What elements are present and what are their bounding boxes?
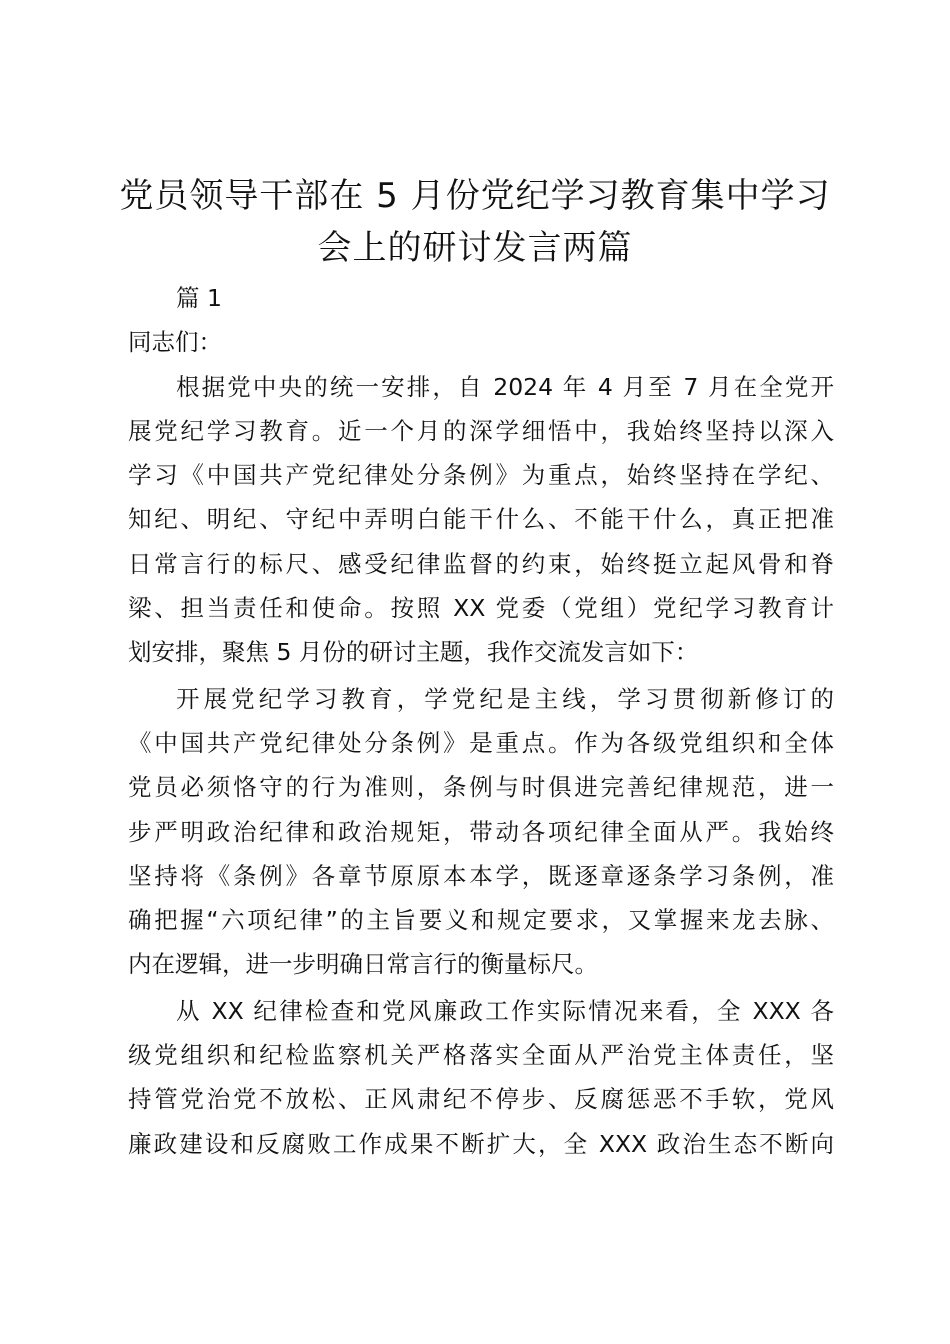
- section-label: 篇 1: [176, 284, 222, 312]
- paragraph-line: 日常言行的标尺、感受纪律监督的约束，始终挺立起风骨和脊: [128, 549, 834, 578]
- paragraph-line: 从 XX 纪律检查和党风廉政工作实际情况来看，全 XXX 各: [176, 996, 834, 1025]
- paragraph-line: 梁、担当责任和使命。按照 XX 党委（党组）党纪学习教育计: [128, 594, 834, 623]
- document-title: [100, 170, 850, 274]
- document-body: [128, 276, 834, 1166]
- paragraph-line: 学习《中国共产党纪律处分条例》为重点，始终坚持在学纪、: [128, 461, 834, 490]
- paragraph-line: 坚持将《条例》各章节原原本本学，既逐章逐条学习条例，准: [128, 861, 834, 890]
- paragraph-1: [128, 365, 834, 675]
- paragraph-line: 内在逻辑，进一步明确日常言行的衡量标尺。: [128, 950, 598, 979]
- paragraph-line: 展党纪学习教育。近一个月的深学细悟中，我始终坚持以深入: [128, 416, 834, 445]
- paragraph-line: 知纪、明纪、守纪中弄明白能干什么、不能干什么，真正把准: [128, 505, 834, 534]
- paragraph-line: 划安排，聚焦 5 月份的研讨主题，我作交流发言如下：: [128, 638, 699, 667]
- paragraph-line: 《中国共产党纪律处分条例》是重点。作为各级党组织和全体: [128, 728, 834, 757]
- paragraph-line: 持管党治党不放松、正风肃纪不停步、反腐惩恶不手软，党风: [128, 1085, 834, 1114]
- paragraph-2: [128, 677, 834, 987]
- title-line-2: 会上的研讨发言两篇: [317, 228, 633, 268]
- paragraph-line: 确把握“六项纪律”的主旨要义和规定要求，又掌握来龙去脉、: [128, 906, 834, 935]
- paragraph-line: 开展党纪学习教育，学党纪是主线，学习贯彻新修订的: [176, 684, 834, 713]
- title-line-1: 党员领导干部在 5 月份党纪学习教育集中学习: [119, 176, 831, 216]
- paragraph-3: [128, 989, 834, 1166]
- paragraph-line: 根据党中央的统一安排，自 2024 年 4 月至 7 月在全党开: [176, 372, 834, 401]
- paragraph-line: 党员必须恪守的行为准则，条例与时俱进完善纪律规范，进一: [128, 773, 834, 802]
- paragraph-line: 廉政建设和反腐败工作成果不断扩大，全 XXX 政治生态不断向: [128, 1129, 834, 1158]
- paragraph-line: 步严明政治纪律和政治规矩，带动各项纪律全面从严。我始终: [128, 817, 834, 846]
- salutation: 同志们：: [128, 328, 222, 357]
- paragraph-line: 级党组织和纪检监察机关严格落实全面从严治党主体责任，坚: [128, 1041, 834, 1070]
